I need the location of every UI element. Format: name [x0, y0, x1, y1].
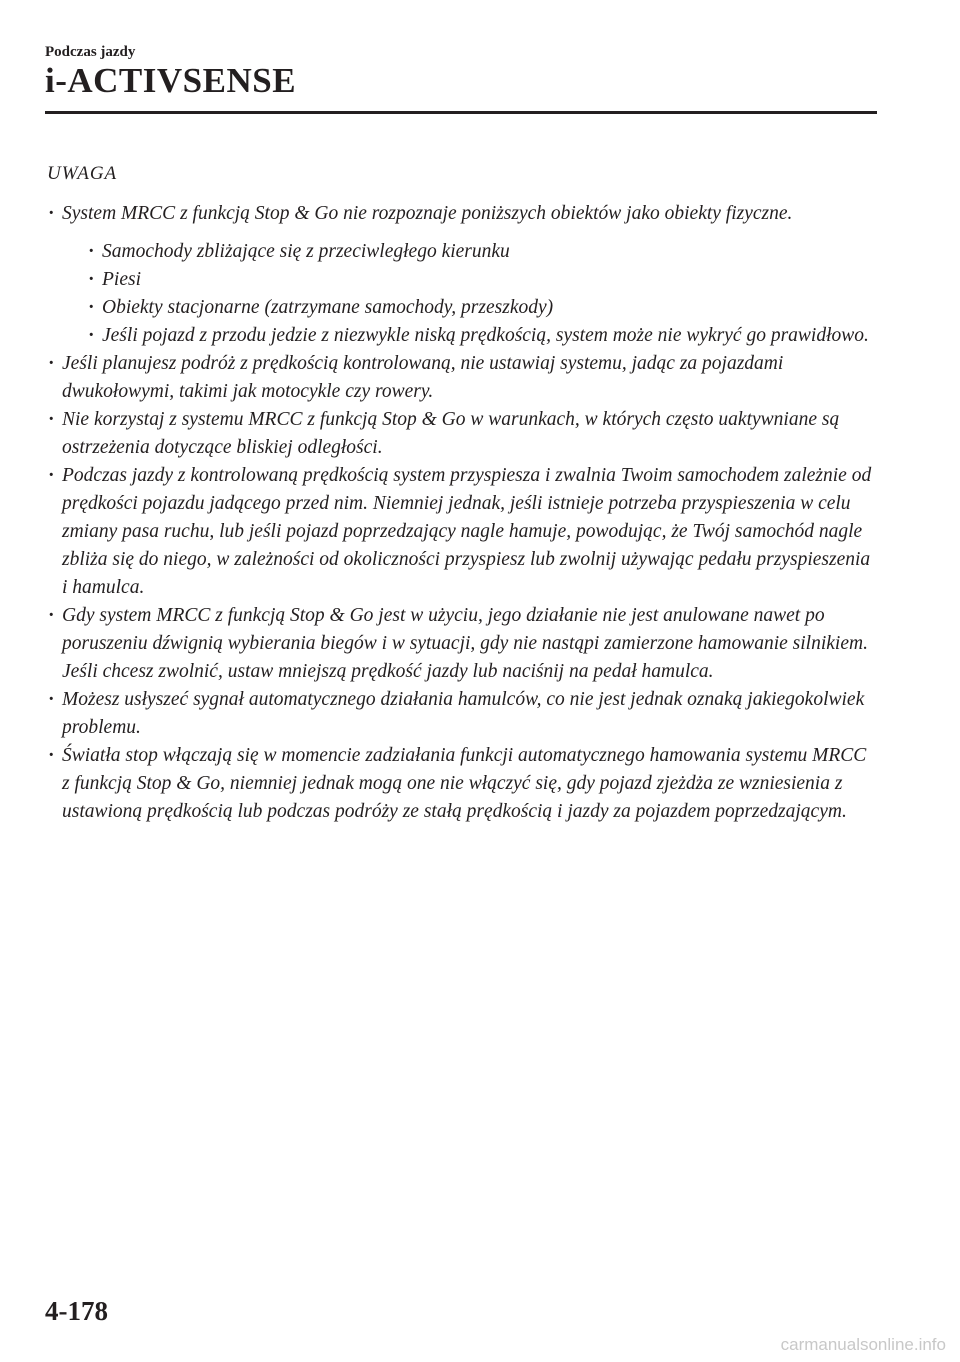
watermark-text[interactable]: carmanualsonline.info [780, 1335, 946, 1354]
note-intro-text: System MRCC z funkcją Stop & Go nie rozpoznaje poniższych obiektów jako obiekty fizyczne. [62, 203, 793, 224]
note-label: UWAGA [47, 163, 118, 184]
list-item: · Nie korzystaj z systemu MRCC z funkcją Stop & Go w warunkach, w których często uaktywniane są ostrzeżenia dotyczące bliskiej odległości. [45, 406, 877, 462]
header-divider [45, 111, 877, 114]
sub-list-item: · Jeśli pojazd z przodu jedzie z niezwykle niską prędkością, system może nie wykryć go prawidłowo. [85, 322, 877, 350]
sub-list-item: · Samochody zbliżające się z przeciwległego kierunku [85, 238, 877, 266]
list-item: · Jeśli planujesz podróż z prędkością kontrolowaną, nie ustawiaj systemu, jadąc za pojazdami dwukołowymi, takimi jak motocykle czy rowery. [45, 350, 877, 406]
note-list [45, 200, 877, 826]
list-item [45, 200, 877, 350]
list-item: · Podczas jazdy z kontrolowaną prędkością system przyspiesza i zwalnia Twoim samochodem zależnie od prędkości pojazdu jadącego przed nim. Niemniej jednak, jeśli istnieje potrzeba przyspieszenia w celu zmiany pasa ruchu, lub jeśli pojazd poprzedzający nagle hamuje, powodując, że Twój samochód nagle zbliża się do niego, w zależności od okoliczności przyspiesz lub zwolnij używając pedału przyspieszenia i hamulca. [45, 462, 877, 602]
section-label: Podczas jazdy [45, 44, 136, 60]
list-item: · Możesz usłyszeć sygnał automatycznego działania hamulców, co nie jest jednak oznaką jakiegokolwiek problemu. [45, 686, 877, 742]
sub-list-item: · Piesi [85, 266, 877, 294]
note-content [45, 200, 877, 826]
page-title: i-ACTIVSENSE [45, 61, 297, 100]
page-number: 4-178 [45, 1296, 108, 1326]
list-item: · Światła stop włączają się w momencie zadziałania funkcji automatycznego hamowania systemu MRCC z funkcją Stop & Go, niemniej jednak mogą one nie włączyć się, gdy pojazd zjeżdża ze wzniesienia z ustawioną prędkością lub podczas podróży ze stałą prędkością i jazdy za pojazdem poprzedzającym. [45, 742, 877, 826]
sub-list-item: · Obiekty stacjonarne (zatrzymane samochody, przeszkody) [85, 294, 877, 322]
list-item: · Gdy system MRCC z funkcją Stop & Go jest w użyciu, jego działanie nie jest anulowane nawet po poruszeniu dźwignią wybierania biegów i w sytuacji, gdy nie nastąpi zamierzone hamowanie silnikiem. Jeśli chcesz zwolnić, ustaw mniejszą prędkość jazdy lub naciśnij na pedał hamulca. [45, 602, 877, 686]
note-sublist [85, 238, 877, 350]
